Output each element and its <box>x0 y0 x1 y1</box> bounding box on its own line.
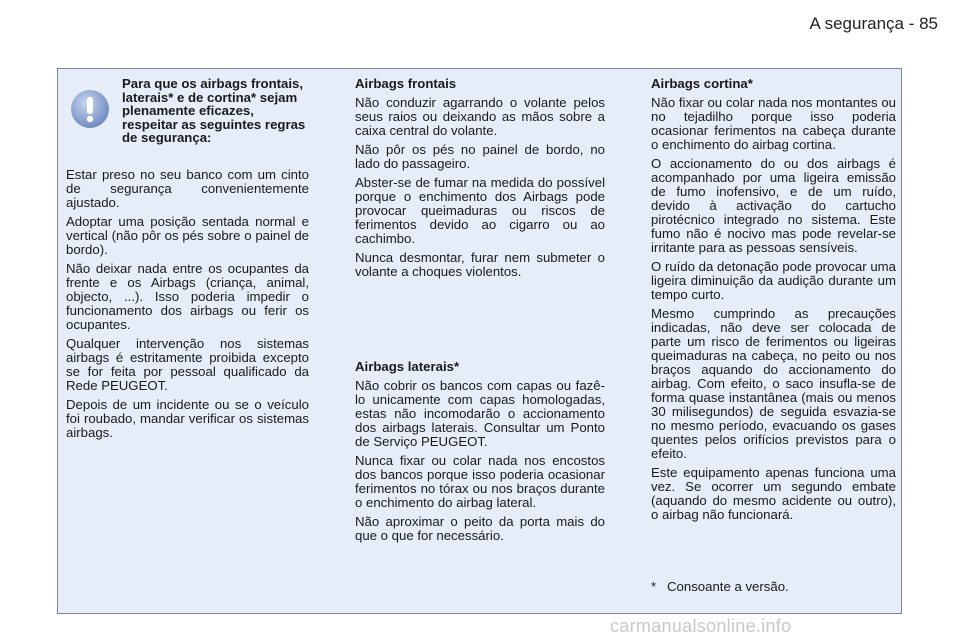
frontal-paragraph: Não conduzir agarrando o volante pelos seus raios ou deixando as mãos sobre a caixa central do volante. <box>355 95 605 138</box>
frontal-paragraph: Nunca desmontar, furar nem submeter o volante a choques violentos. <box>355 250 605 279</box>
footnote <box>651 579 789 594</box>
watermark: carmanualsonline.info <box>610 616 792 636</box>
frontal-paragraph: Abster-se de fumar na medida do possível porque o enchimento dos Airbags pode provocar queimaduras ou riscos de ferimentos devido ao cigarro ou ao cachimbo. <box>355 175 605 246</box>
content-panel <box>57 68 902 614</box>
lateral-paragraph: Nunca fixar ou colar nada nos encostos dos bancos porque isso poderia ocasionar ferimentos no tórax ou nos braços durante o enchimento do airbag lateral. <box>355 453 605 510</box>
section-heading-curtain: Airbags cortina* <box>651 76 753 91</box>
curtain-paragraph: O accionamento do ou dos airbags é acompanhado por uma ligeira emissão de fumo inofensivo, e de um ruído, devido à activação do cartucho pirotécnico integrado no sistema. Este fumo não é nocivo mas pode revelar-se irritante para as pessoas sensíveis. <box>651 156 896 255</box>
notice-paragraph: Não deixar nada entre os ocupantes da frente e os Airbags (criança, animal, objecto, ...). Isso poderia impedir o funcionamento dos airbags ou ferir os ocupantes. <box>66 261 309 332</box>
warning-box <box>66 77 309 163</box>
curtain-paragraph: O ruído da detonação pode provocar uma ligeira diminuição da audição durante um tempo curto. <box>651 259 896 302</box>
footnote-text: Consoante a versão. <box>667 579 789 594</box>
section-heading-lateral: Airbags laterais* <box>355 359 460 374</box>
frontal-paragraph: Não pôr os pés no painel de bordo, no lado do passageiro. <box>355 142 605 171</box>
notice-paragraph: Estar preso no seu banco com um cinto de segurança convenientemente ajustado. <box>66 167 309 210</box>
column-notice <box>66 77 309 445</box>
footnote-marker: * <box>651 579 657 594</box>
notice-paragraph: Depois de um incidente ou se o veículo foi roubado, mandar verificar os sistemas airbags. <box>66 397 309 440</box>
notice-paragraph: Qualquer intervenção nos sistemas airbags é estritamente proibida excepto se for feita por pessoal qualificado da Rede PEUGEOT. <box>66 336 309 393</box>
lateral-paragraph: Não aproximar o peito da porta mais do que o que for necessário. <box>355 514 605 543</box>
curtain-paragraph: Este equipamento apenas funciona uma vez. Se ocorrer um segundo embate (aquando do mesmo acidente ou outro), o airbag não funcionará. <box>651 465 896 522</box>
column-frontal <box>355 76 605 284</box>
column-curtain <box>651 76 896 527</box>
notice-paragraph: Adoptar uma posição sentada normal e vertical (não pôr os pés sobre o painel de bordo). <box>66 214 309 257</box>
column-lateral <box>355 359 605 548</box>
curtain-paragraph: Mesmo cumprindo as precauções indicadas, não deve ser colocada de parte um risco de ferimentos ou ligeiras queimaduras na cabeça, no peito ou nos braços aquando do accionamento do airbag. Com efeito, o saco insufla-se de forma quase instantânea (mais ou menos 30 milisegundos) de seguida esvazia-se no mesmo período, evacuando os gases quentes pelos orifícios previstos para o efeito. <box>651 306 896 461</box>
warning-title: Para que os airbags frontais, laterais* e de cortina* sejam plenamente eficazes, respeitar as seguintes regras de segurança: <box>122 76 306 145</box>
page-title: A segurança - 85 <box>809 14 938 33</box>
section-heading-frontal: Airbags frontais <box>355 76 457 91</box>
curtain-paragraph: Não fixar ou colar nada nos montantes ou no tejadilho porque isso poderia ocasionar ferimentos na cabeça durante o enchimento do airbag cortina. <box>651 95 896 152</box>
lateral-paragraph: Não cobrir os bancos com capas ou fazê-lo unicamente com capas homologadas, estas não incomodarão o accionamento dos airbags laterais. Consultar um Ponto de Serviço PEUGEOT. <box>355 378 605 449</box>
exclamation-icon <box>70 89 110 129</box>
